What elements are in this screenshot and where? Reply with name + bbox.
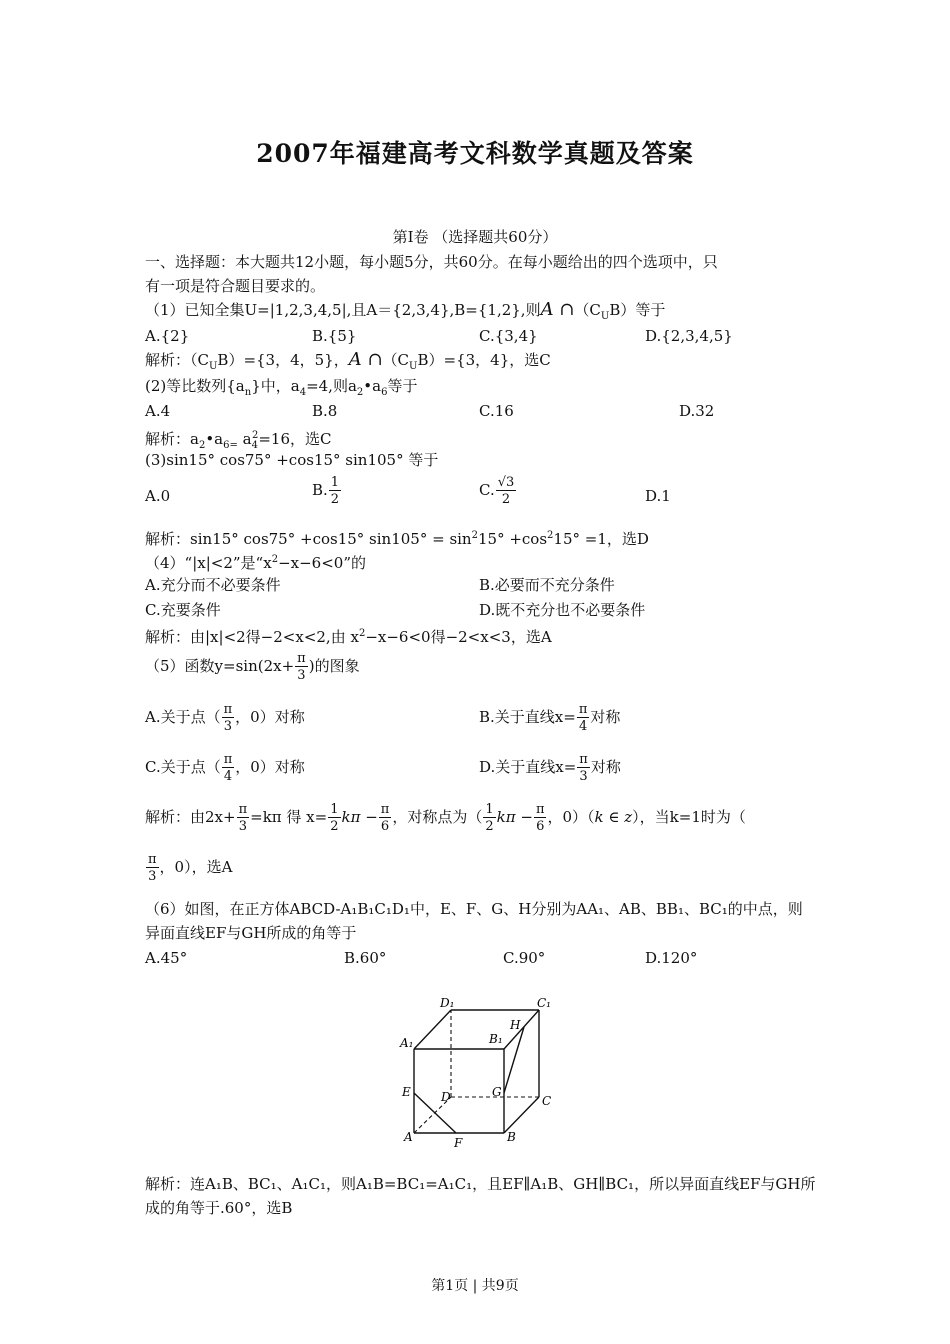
question-5-option-d: D.关于直线x= $\frac{\pi}{3}$ 对称 xyxy=(479,752,621,784)
question-5-option-a: A.关于点（ $\frac{\pi}{3}$ ，0）对称 xyxy=(145,702,305,734)
label-b: B xyxy=(507,1130,516,1144)
label-d: D xyxy=(441,1090,451,1104)
question-5-option-b: B.关于直线x= $\frac{\pi}{4}$ 对称 xyxy=(479,702,621,734)
question-2-solution: 解析：$a_2•a_{6=}$ $a_4^2=16$，选C xyxy=(145,430,332,451)
question-3-option-c: C. $\frac{√3}{2}$ xyxy=(479,475,515,507)
question-6-solution: 解析：连A₁B、BC₁、A₁C₁，则A₁B=BC₁=A₁C₁，且EF∥A₁B、GH∥BC₁，所以异面直线EF与GH所 xyxy=(145,1175,816,1193)
edge-c-b xyxy=(504,1097,539,1133)
question-6-stem: （6）如图，在正方体ABCD-A₁B₁C₁D₁中，E、F、G、H分别为AA₁、AB、BB₁、BC₁的中点，则 xyxy=(145,900,803,918)
question-1-stem: （1）已知全集U=|1,2,3,4,5|,且A＝{2,3,4},B={1,2},则A $\cap(C_UB)$等于 xyxy=(145,299,666,322)
question-5-solution: 解析：由2x+ $\frac{\pi}{3}$ =kπ 得 x= $\frac{1}{2}$ kπ − $\frac{\pi}{6}$ ，对称点为（ $\frac{1}{2}$ kπ − $\frac{\pi}{6}$ ，0）（k ∈ z），当k=1时为（ xyxy=(145,802,746,834)
question-6-solution: 成的角等于.60°，选B xyxy=(145,1199,293,1217)
question-1-option-c: C.{3,4} xyxy=(479,327,538,345)
label-d1: D₁ xyxy=(440,996,455,1010)
question-4-option-c: C.充要条件 xyxy=(145,601,221,619)
question-6-option-d: D.120° xyxy=(645,949,698,967)
question-5-option-c: C.关于点（ $\frac{\pi}{4}$ ，0）对称 xyxy=(145,752,305,784)
question-6-option-c: C.90° xyxy=(503,949,546,967)
question-1-option-d: D.{2,3,4,5} xyxy=(645,327,733,345)
question-5-solution-cont: $\frac{\pi}{3}$ ，0），选A xyxy=(148,852,233,884)
label-a1: A₁ xyxy=(400,1036,414,1050)
question-1-option-b: B.{5} xyxy=(312,327,357,345)
question-3-option-d: D.1 xyxy=(645,487,671,505)
question-2-stem: (2)等比数列$\{a_n\}$中，$a_4=4$,则$a_2•a_6$等于 xyxy=(145,377,418,398)
label-h: H xyxy=(510,1018,521,1032)
question-6-stem: 异面直线EF与GH所成的角等于 xyxy=(145,924,357,942)
section-header: 第Ⅰ卷 （选择题共60分） xyxy=(392,228,558,246)
question-4-stem: （4）“|x|<2”是“$x^2-x-6<0$”的 xyxy=(145,554,366,572)
question-4-option-b: B.必要而不充分条件 xyxy=(479,576,615,594)
edge-a1-d1 xyxy=(414,1010,451,1049)
label-f: F xyxy=(454,1136,463,1150)
label-c1: C₁ xyxy=(537,996,551,1010)
question-3-option-a: A.0 xyxy=(145,487,171,505)
question-3-option-b: B. $\frac{1}{2}$ xyxy=(312,475,340,507)
cube-figure xyxy=(396,995,566,1150)
label-g: G xyxy=(492,1085,502,1099)
question-1-option-a: A.{2} xyxy=(145,327,190,345)
question-5-stem: （5）函数y=sin(2x+ $\frac{\pi}{3}$ )的图象 xyxy=(145,651,360,683)
question-6-option-a: A.45° xyxy=(145,949,188,967)
question-2-option-a: A.4 xyxy=(145,402,171,420)
question-6-option-b: B.60° xyxy=(344,949,387,967)
question-2-option-b: B.8 xyxy=(312,402,338,420)
label-c: C xyxy=(542,1094,552,1108)
question-4-option-a: A.充分而不必要条件 xyxy=(145,576,281,594)
question-4-option-d: D.既不充分也不必要条件 xyxy=(479,601,646,619)
intro-text: 一、选择题：本大题共12小题，每小题5分，共60分。在每小题给出的四个选项中，只 xyxy=(145,253,718,271)
label-e: E xyxy=(402,1085,411,1099)
question-3-solution: 解析：sin15° cos75° +cos15° $\sin 105^\circ = \sin^215^\circ +\cos^215^\circ =1$，选D xyxy=(145,530,649,548)
page-footer: 第1页 | 共9页 xyxy=(431,1278,519,1294)
label-b1: B₁ xyxy=(489,1032,503,1046)
question-2-option-c: C.16 xyxy=(479,402,514,420)
question-4-solution: 解析：由|x|<2得−2<x<2,由 $x^2-x-6<0$得−2<x<3，选A xyxy=(145,628,552,646)
intro-text: 有一项是符合题目要求的。 xyxy=(145,277,326,295)
question-2-option-d: D.32 xyxy=(679,402,715,420)
page-title: 2007年福建高考文科数学真题及答案 xyxy=(256,139,694,168)
question-1-solution: 解析：$(C_UB)=\{3$，4，5}，A $\cap(C_UB)=\{3$，4}，选C xyxy=(145,349,551,372)
question-3-stem: (3)sin15° cos75° +cos15° sin105° 等于 xyxy=(145,451,439,469)
label-a: A xyxy=(404,1130,413,1144)
